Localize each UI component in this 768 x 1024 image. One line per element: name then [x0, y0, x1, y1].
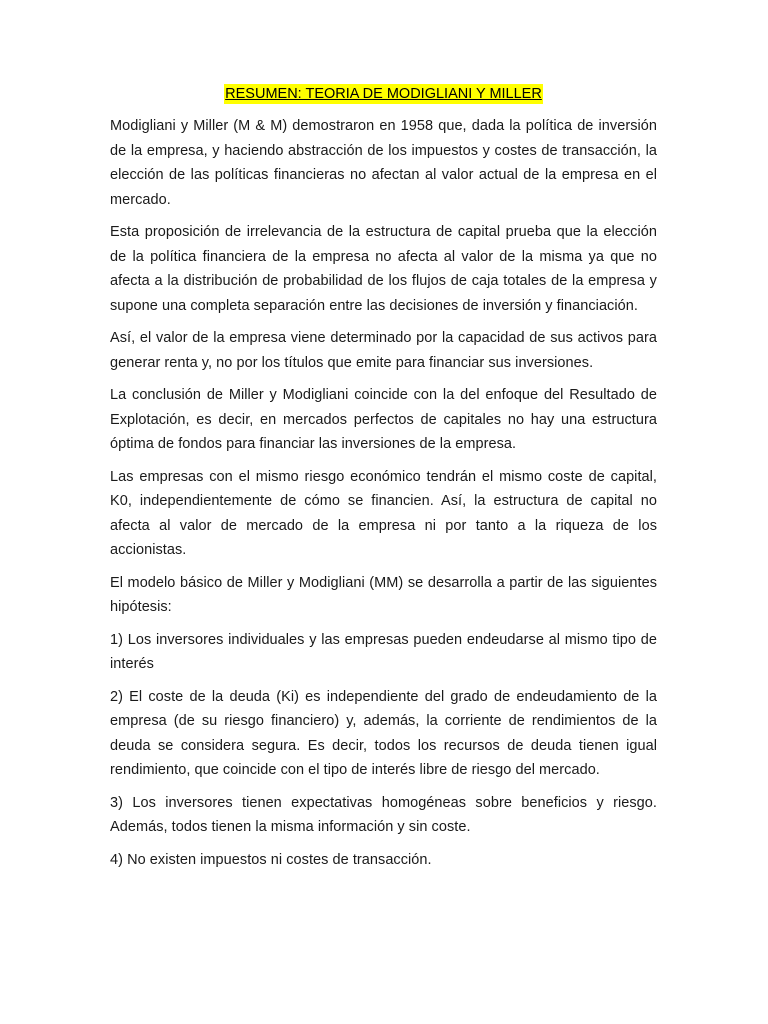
paragraph-intro: Modigliani y Miller (M & M) demostraron en 1958 que, dada la política de inversión de la empresa, y haciendo abstracción de los impuestos y costes de transacción, la elección de las políticas financieras no afectan al valor actual de la empresa en el mercado.	[110, 118, 657, 208]
paragraph-conclusion: La conclusión de Miller y Modigliani coincide con la del enfoque del Resultado de Explotación, es decir, en mercados perfectos de capitales no hay una estructura óptima de fondos para financiar las inversiones de la empresa.	[110, 387, 657, 452]
paragraph-firm-value: Así, el valor de la empresa viene determinado por la capacidad de sus activos para generar renta y, no por los títulos que emite para financiar sus inversiones.	[110, 330, 657, 371]
hypothesis-4: 4) No existen impuestos ni costes de transacción.	[110, 851, 432, 868]
paragraph-basic-model: El modelo básico de Miller y Modigliani (MM) se desarrolla a partir de las siguientes hipótesis:	[110, 574, 657, 615]
hypothesis-2: 2) El coste de la deuda (Ki) es independiente del grado de endeudamiento de la empresa (de su riesgo financiero) y, además, la corriente de rendimientos de la deuda se considera segura. Es decir, todos los recursos de deuda tienen igual rendimiento, que coincide con el tipo de interés libre de riesgo del mercado.	[110, 688, 657, 778]
hypothesis-3: 3) Los inversores tienen expectativas homogéneas sobre beneficios y riesgo. Además, todos tienen la misma información y sin coste.	[110, 794, 657, 835]
document-page	[110, 84, 657, 880]
title-container	[110, 84, 657, 104]
document-title: RESUMEN: TEORIA DE MODIGLIANI Y MILLER	[225, 86, 542, 102]
hypothesis-1: 1) Los inversores individuales y las empresas pueden endeudarse al mismo tipo de interés	[110, 631, 657, 672]
paragraph-irrelevance: Esta proposición de irrelevancia de la estructura de capital prueba que la elección de la política financiera de la empresa no afecta al valor de la misma ya que no afecta a la distribución de probabilidad de los flujos de caja totales de la empresa y supone una completa separación entre las decisiones de inversión y financiación.	[110, 224, 657, 314]
paragraph-cost-of-capital: Las empresas con el mismo riesgo económico tendrán el mismo coste de capital, K0, independientemente de cómo se financien. Así, la estructura de capital no afecta al valor de mercado de la empresa ni por tanto a la riqueza de los accionistas.	[110, 468, 657, 558]
